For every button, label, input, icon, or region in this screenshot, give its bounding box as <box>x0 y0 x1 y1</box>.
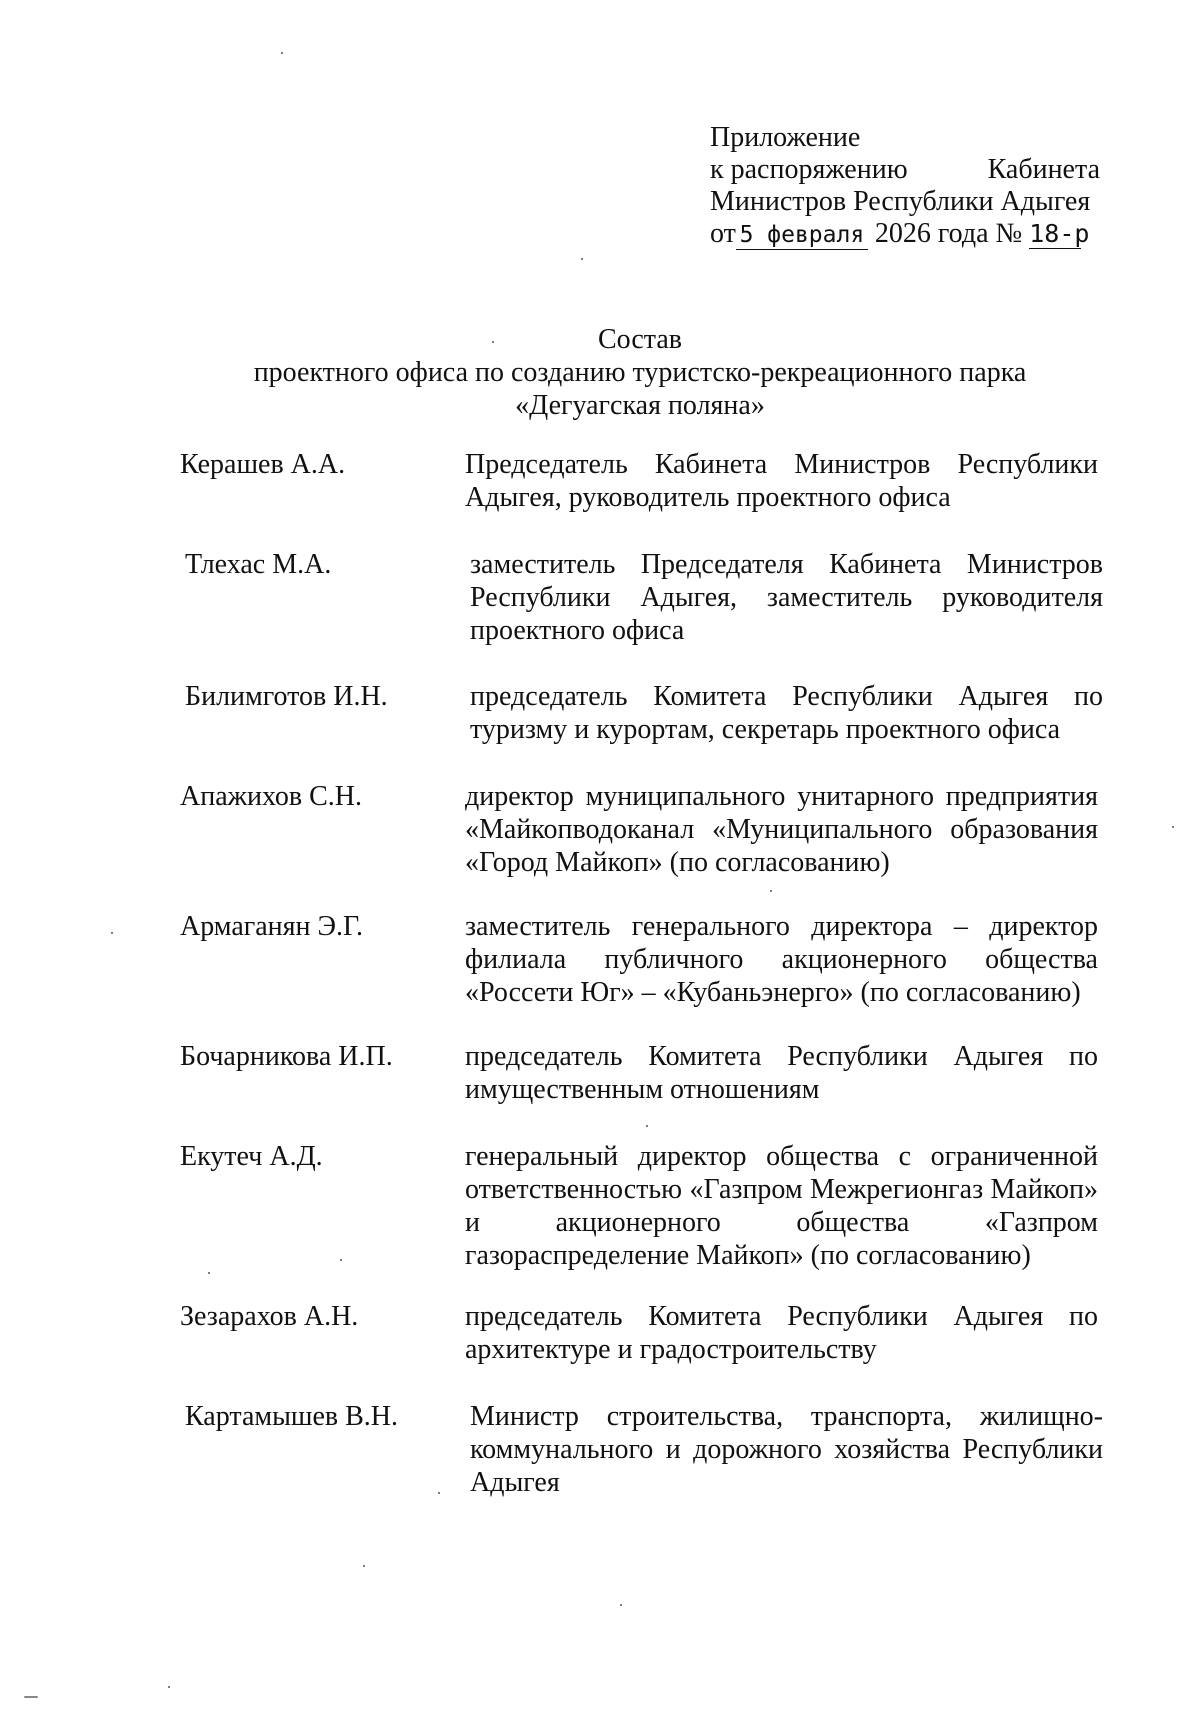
scan-speck <box>24 1696 38 1698</box>
scan-speck <box>620 1604 622 1606</box>
scan-speck <box>363 1565 365 1567</box>
appendix-from-label: от <box>710 218 736 249</box>
member-name: Зезарахов А.Н. <box>180 1301 359 1332</box>
member-name: Бочарникова И.П. <box>180 1041 393 1072</box>
member-role: генеральный директор общества с ограниченной ответственностью «Газпром Межрегионгаз Майкоп» и акционерного общества «Газпром газораспределение Майкоп» (по согласованию) <box>465 1141 1098 1271</box>
member-name: Тлехас М.А. <box>185 549 332 580</box>
appendix-title: Приложение <box>710 122 861 153</box>
scan-speck <box>340 1259 342 1261</box>
scan-speck <box>168 1686 170 1688</box>
scan-speck <box>770 890 772 892</box>
member-name: Картамышев В.Н. <box>185 1401 399 1432</box>
scan-speck <box>646 1125 648 1127</box>
appendix-line-3: Министров Республики Адыгея <box>710 186 1091 217</box>
scan-speck <box>581 258 583 260</box>
member-role: Председатель Кабинета Министров Республики Адыгея, руководитель проектного офиса <box>465 449 1098 513</box>
appendix-year-text: 2026 года № <box>874 218 1023 249</box>
scan-speck <box>111 932 113 934</box>
member-name: Армаганян Э.Г. <box>180 911 364 942</box>
appendix-line-2 <box>710 154 1100 186</box>
member-role: директор муниципального унитарного предприятия «Майкопводоканал «Муниципального образования «Город Майкоп» (по согласованию) <box>465 781 1098 878</box>
member-name: Апажихов С.Н. <box>180 781 363 812</box>
appendix-line-2-left: к распоряжению <box>710 154 908 185</box>
scan-speck <box>1172 826 1174 828</box>
appendix-date: 5 февраля <box>736 221 868 250</box>
appendix-number: 18-р <box>1029 219 1090 248</box>
title-line-3: «Дегуагская поляна» <box>515 390 765 421</box>
member-name: Екутеч А.Д. <box>180 1141 323 1172</box>
document-title <box>0 323 1200 422</box>
member-role: Министр строительства, транспорта, жилищно-коммунального и дорожного хозяйства Республики Адыгея <box>470 1401 1103 1498</box>
appendix-header <box>710 122 1100 250</box>
member-role: заместитель генерального директора – директор филиала публичного акционерного общества «Россети Юг» – «Кубаньэнерго» (по согласованию) <box>465 911 1098 1008</box>
scan-speck <box>281 52 283 54</box>
member-role: председатель Комитета Республики Адыгея по туризму и курортам, секретарь проектного офиса <box>470 681 1103 745</box>
appendix-line-2-right: Кабинета <box>987 154 1100 185</box>
member-name: Билимготов И.Н. <box>185 681 388 712</box>
scan-speck <box>208 1272 210 1274</box>
title-line-1: Состав <box>597 324 683 355</box>
appendix-date-line <box>710 218 1100 250</box>
member-role: председатель Комитета Республики Адыгея по имущественным отношениям <box>465 1041 1098 1105</box>
scan-speck <box>438 1492 440 1494</box>
member-role: заместитель Председателя Кабинета Министров Республики Адыгея, заместитель руководителя проектного офиса <box>470 549 1103 646</box>
scan-speck <box>492 341 494 343</box>
member-role: председатель Комитета Республики Адыгея по архитектуре и градостроительству <box>465 1301 1098 1365</box>
member-name: Керашев А.А. <box>180 449 346 480</box>
title-line-2: проектного офиса по созданию туристско-рекреационного парка <box>253 357 1027 388</box>
